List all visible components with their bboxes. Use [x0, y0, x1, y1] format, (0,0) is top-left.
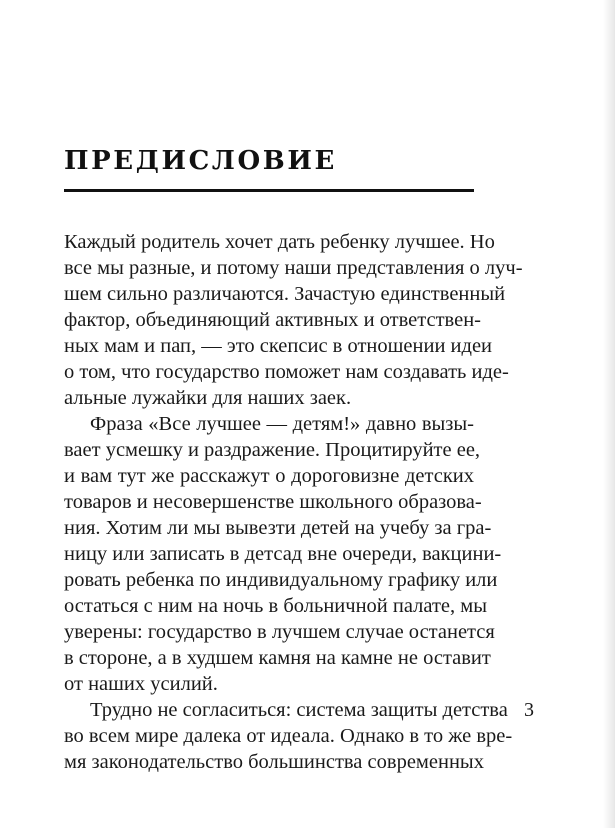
- text-line: фактор, объединяющий активных и ответствен-: [64, 309, 482, 331]
- text-line: ния. Хотим ли мы вывезти детей на учебу за гра-: [64, 517, 492, 539]
- text-line: во всем мире далека от идеала. Однако в то же вре-: [64, 725, 513, 747]
- chapter-title: ПРЕДИСЛОВИЕ: [64, 146, 337, 176]
- text-line: альные лужайки для наших заек.: [64, 387, 352, 409]
- text-line: вает усмешку и раздражение. Процитируйте ее,: [64, 439, 481, 461]
- text-line: ровать ребенка по индивидуальному графику или: [64, 569, 498, 591]
- text-line: Каждый родитель хочет дать ребенку лучшее. Но: [64, 231, 495, 253]
- text-line: Фраза «Все лучшее — детям!» давно вызы-: [90, 413, 474, 435]
- title-rule: [64, 189, 474, 192]
- text-line: и вам тут же расскажут о дороговизне детских: [64, 465, 474, 487]
- text-line: мя законодательство большинства современных: [64, 751, 484, 773]
- text-line: Трудно не согласиться: система защиты детства: [90, 699, 508, 721]
- text-line: шем сильно различаются. Зачастую единственный: [64, 283, 506, 305]
- text-line: остаться с ним на ночь в больничной палате, мы: [64, 595, 487, 617]
- text-line: уверены: государство в лучшем случае останется: [64, 621, 495, 643]
- text-line: от наших усилий.: [64, 673, 218, 695]
- text-line: в стороне, а в худшем камня на камне не оставит: [64, 647, 491, 669]
- text-line: товаров и несовершенстве школьного образова-: [64, 491, 482, 513]
- text-line: все мы разные, и потому наши представления о луч-: [64, 257, 523, 279]
- text-line: ницу или записать в детсад вне очереди, вакцини-: [64, 543, 502, 565]
- page-edge: [603, 0, 615, 828]
- text-line: о том, что государство поможет нам создавать иде-: [64, 361, 509, 383]
- text-line: ных мам и пап, — это скепсис в отношении идеи: [64, 335, 493, 357]
- page-number: 3: [524, 699, 534, 721]
